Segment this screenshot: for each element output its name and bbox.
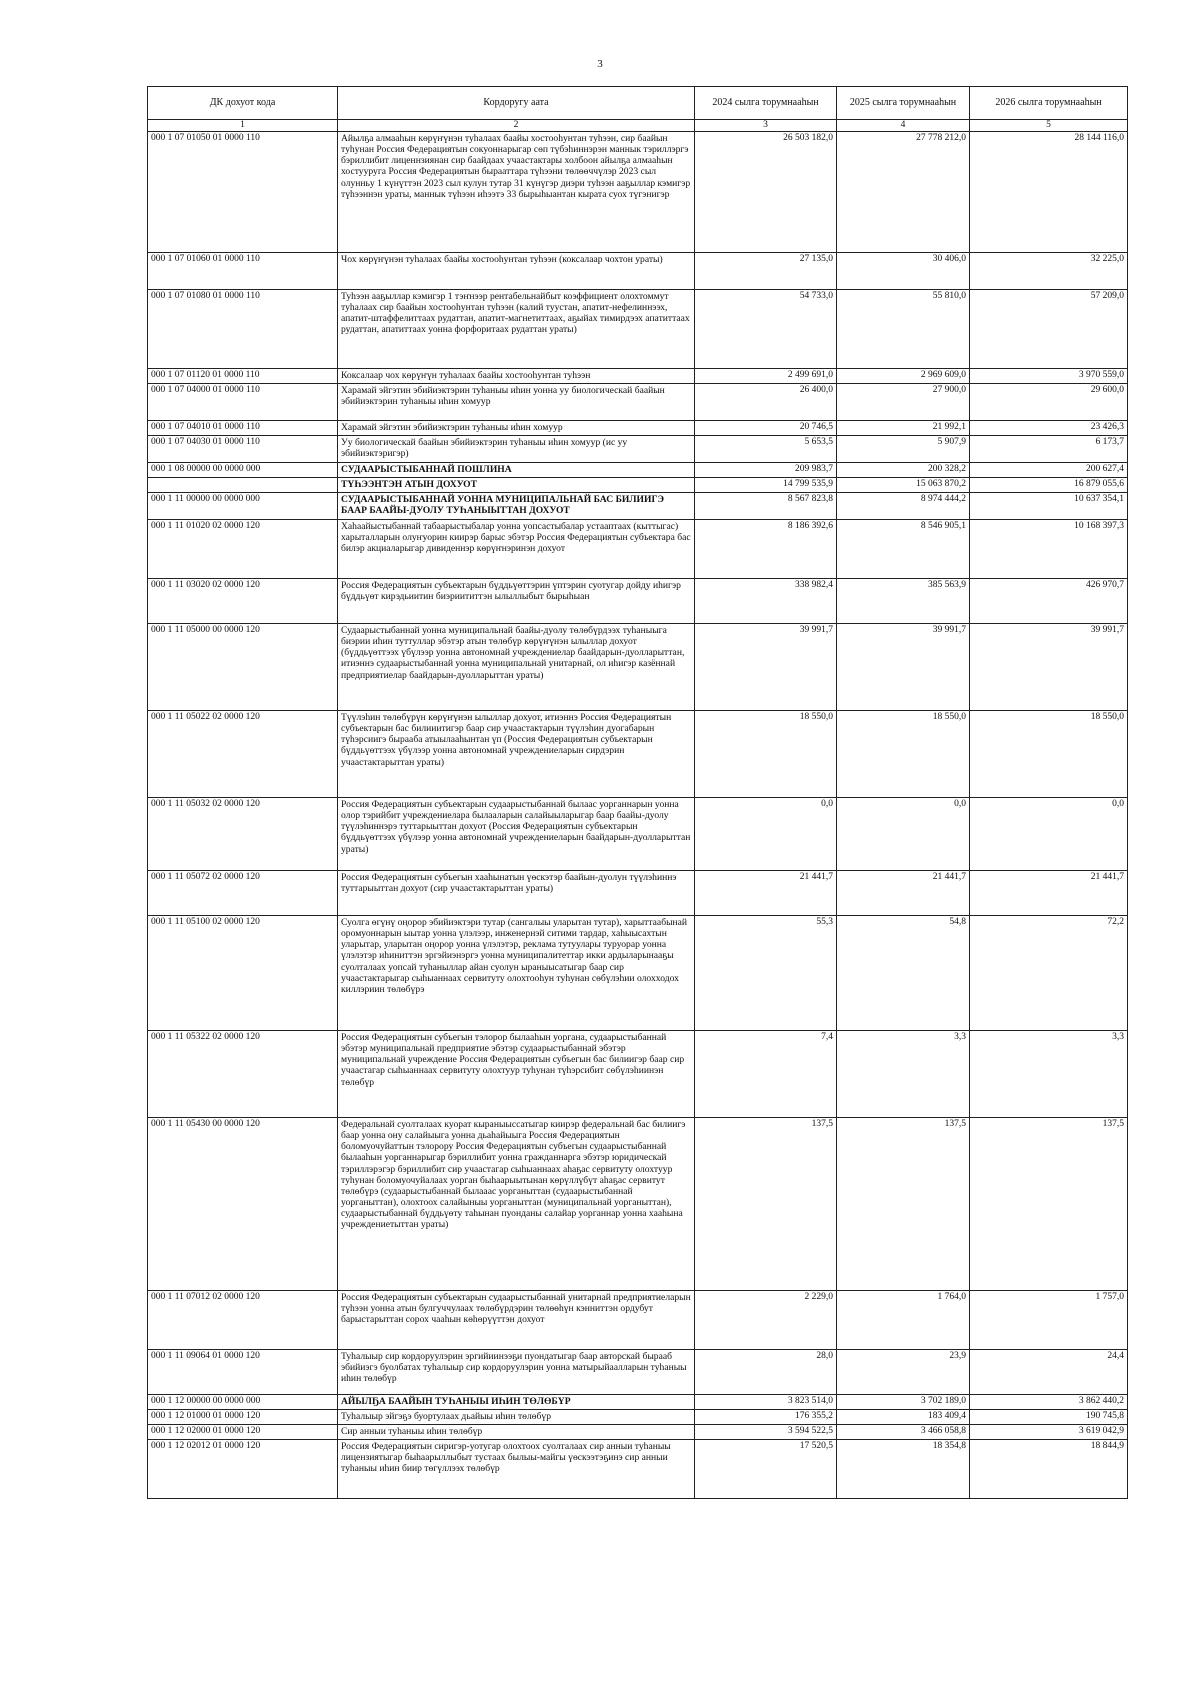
table-row	[148, 916, 1128, 1031]
row-name: Россия Федерациятын субъектарын судаарыстыбаннай унитарнай предприятиеларын түһээн уонна атын булгуччулаах төлөбүрдэрин төлөөһүн кэнниттэн ордубут барыстарыттан сорох чааһын көһөрүүттэн дохуот	[338, 1291, 695, 1350]
column-number: 5	[970, 120, 1128, 132]
row-name: АЙЫЛҔА БААЙЫН ТУҺАНЫЫ ИҺИН ТӨЛӨБҮР	[338, 1395, 695, 1410]
column-number-row	[148, 120, 1128, 132]
page-number: 3	[597, 58, 603, 70]
row-value-2026: 0,0	[970, 798, 1128, 871]
column-number: 2	[338, 120, 695, 132]
row-name: Харамай эйгэтин эбийиэктэрин туһаныы иһин хомуур	[338, 421, 695, 436]
row-name: Федеральнай суолталаах куорат кыраныыссатыгар киирэр федеральнай бас билиигэ баар уонна ону салайыыга уонна дьаһайыыга Россия Федерациятын боломуочуйаттын тэлорору Россия Федерациятын субъегын судаарыстыбаннай былааһын уорганнарыгар бэриллибит уонна гражданнарга эбэтэр юридическай тэриллэрэгэр бэриллибит сир учаастагар сыһыаннаах аһаҕас сервитуту олохтуур туһунан боломуочуйалаах уорган быһаарыытынан көрүллүбүт аһаҕас сервитут төлөбүрэ (судаарыстыбаннай былааас уорганыттан (судаарыстыбаннай уорганыттан), олохтоох салайыныы уорганыттан (муниципальнай уорганыттан), судаарыстыбаннай бүддьүөту таһынан пуонданы салайар уорганнар уонна хааһына учреждениетыттан ураты)	[338, 1118, 695, 1291]
row-value-2024: 8 567 823,8	[695, 493, 837, 520]
row-name: Хаһаайыстыбаннай табаарыстыбалар уонна уопсастыбалар устааптаах (кыттыгас) харыталларын олуҥуорин киирэр барыс эбэтэр Россия Федерациятын субъектара бас билэр акциаларыгар дивиденнэр көрүҥнэринэн дохуот	[338, 520, 695, 579]
row-value-2024: 7,4	[695, 1031, 837, 1118]
row-value-2025: 21 441,7	[837, 871, 970, 916]
row-value-2024: 209 983,7	[695, 463, 837, 478]
row-name: Россия Федерациятын субъектарын судаарыстыбаннай былаас уорганнарын уонна олор тэрийбит учреждениелара былааларын салайыыларыгар баар баайы-дуолу түүлэһиннэрэ туттарыыттан дохуот (Россия Федерациятын субъектарын бүддьүөттээх үбүлээр уонна автономнай учреждениеларын баайдарын-дуолларыттан ураты)	[338, 798, 695, 871]
row-value-2024: 18 550,0	[695, 711, 837, 798]
row-value-2025: 8 546 905,1	[837, 520, 970, 579]
row-name: Россия Федерациятын сиригэр-уотугар олохтоох суолталаах сир анныи туһаныы лицензиятыгар быһаарыллыбыт тустаах былыы-майгы үөскээтэҕинэ сир анныи туһаныы иһин биир төгүллээх төлөбүр	[338, 1440, 695, 1499]
row-value-2025: 200 328,2	[837, 463, 970, 478]
row-code: 000 1 12 02000 01 0000 120	[148, 1425, 338, 1440]
row-value-2026: 137,5	[970, 1118, 1128, 1291]
table-row	[148, 579, 1128, 624]
row-value-2024: 26 503 182,0	[695, 132, 837, 253]
table-row	[148, 290, 1128, 369]
row-value-2026: 3 970 559,0	[970, 369, 1128, 384]
header-code: ДК дохуот кода	[148, 87, 338, 120]
row-code: 000 1 11 09064 01 0000 120	[148, 1350, 338, 1395]
row-value-2024: 0,0	[695, 798, 837, 871]
row-value-2025: 8 974 444,2	[837, 493, 970, 520]
table-row	[148, 798, 1128, 871]
row-name: Уу биологическай баайын эбийиэктэрин туһаныы иһин хомуур (ис уу эбийиэктэригэр)	[338, 436, 695, 463]
row-value-2026: 3,3	[970, 1031, 1128, 1118]
row-value-2026: 29 600,0	[970, 384, 1128, 421]
row-value-2024: 176 355,2	[695, 1410, 837, 1425]
row-value-2025: 23,9	[837, 1350, 970, 1395]
row-code: 000 1 11 00000 00 0000 000	[148, 493, 338, 520]
row-value-2025: 3 466 058,8	[837, 1425, 970, 1440]
row-value-2025: 27 778 212,0	[837, 132, 970, 253]
table-row	[148, 1350, 1128, 1395]
row-code: 000 1 12 01000 01 0000 120	[148, 1410, 338, 1425]
table-row	[148, 1395, 1128, 1410]
row-value-2026: 32 225,0	[970, 253, 1128, 290]
row-value-2024: 54 733,0	[695, 290, 837, 369]
row-name: Харамай эйгэтин эбийиэктэрин туһаныы иһин уонна уу биологическай баайын эбийиэктэрин туһаныы иһин хомуур	[338, 384, 695, 421]
table-row	[148, 463, 1128, 478]
table-row	[148, 1425, 1128, 1440]
table-row	[148, 253, 1128, 290]
row-code: 000 1 11 01020 02 0000 120	[148, 520, 338, 579]
column-number: 1	[148, 120, 338, 132]
row-code: 000 1 11 05072 02 0000 120	[148, 871, 338, 916]
table-row	[148, 520, 1128, 579]
row-name: Россия Федерациятын субъектарын бүддьүөттэрин үптэрин суотугар дойду иһигэр бүддьүөт кирэдьиитин биэриититтэн ылыллыбыт бырыһыан	[338, 579, 695, 624]
row-value-2026: 426 970,7	[970, 579, 1128, 624]
row-value-2025: 385 563,9	[837, 579, 970, 624]
row-value-2024: 338 982,4	[695, 579, 837, 624]
row-value-2025: 1 764,0	[837, 1291, 970, 1350]
row-value-2025: 3,3	[837, 1031, 970, 1118]
row-value-2026: 24,4	[970, 1350, 1128, 1395]
row-value-2024: 27 135,0	[695, 253, 837, 290]
row-value-2026: 3 862 440,2	[970, 1395, 1128, 1410]
row-name: СУДААРЫСТЫБАННАЙ ПОШЛИНА	[338, 463, 695, 478]
table-row	[148, 1410, 1128, 1425]
row-name: Суолга өгүнү оңорор эбийиэктэри тутар (сангалыы уларытан тутар), харыттаабынай оромуоннарын ыытар уонна үлэлээр, инженернэй ситими тардар, хаһыысахтын уларытар, уларытан оңорор уонна үлэлэтэр, реклама тутуулары туруорар уонна үлэлэтэр иһиниттэн эргэйиэнэргэ уонна муниципалитеттар икки ардыларынааҕы суолталаах уопсай туһаныллар айан суолун ыраныысатыгар баар сир учаастактарыгар сыһыаннаах сервитуту олохтооһун туһунан сөбүлэһии олохходох киллэриин төлөбүрэ	[338, 916, 695, 1031]
row-value-2026: 10 168 397,3	[970, 520, 1128, 579]
row-code: 000 1 07 01050 01 0000 110	[148, 132, 338, 253]
row-value-2024: 28,0	[695, 1350, 837, 1395]
row-value-2026: 57 209,0	[970, 290, 1128, 369]
row-value-2025: 30 406,0	[837, 253, 970, 290]
header-2026: 2026 сылга торумнааһын	[970, 87, 1128, 120]
header-row	[148, 87, 1128, 120]
row-value-2024: 17 520,5	[695, 1440, 837, 1499]
row-value-2025: 3 702 189,0	[837, 1395, 970, 1410]
row-name: Туһалыыр эйгэҕэ буортулаах дьайыы иһин төлөбүр	[338, 1410, 695, 1425]
row-name: Туһалыыр сир кордоруулэрин эргийиинээҕи пуондатыгар баар авторскай бырааб эбийиэгэ буолбатах туһалыыр сир кордоруулэрин уонна матырыйаалларын туһаныы иһин төлөбүр	[338, 1350, 695, 1395]
row-name: Сир анныи туһаныы иһин төлөбүр	[338, 1425, 695, 1440]
row-code: 000 1 12 00000 00 0000 000	[148, 1395, 338, 1410]
row-value-2026: 72,2	[970, 916, 1128, 1031]
row-code: 000 1 07 01080 01 0000 110	[148, 290, 338, 369]
header-name: Кордоругу аата	[338, 87, 695, 120]
row-code: 000 1 11 05000 00 0000 120	[148, 624, 338, 711]
row-code: 000 1 11 05430 00 0000 120	[148, 1118, 338, 1291]
table-row	[148, 1118, 1128, 1291]
row-value-2025: 39 991,7	[837, 624, 970, 711]
row-value-2025: 18 354,8	[837, 1440, 970, 1499]
row-value-2025: 18 550,0	[837, 711, 970, 798]
table-body	[148, 132, 1128, 1499]
row-code: 000 1 07 04030 01 0000 110	[148, 436, 338, 463]
table-row	[148, 1031, 1128, 1118]
column-number: 4	[837, 120, 970, 132]
row-value-2026: 18 844,9	[970, 1440, 1128, 1499]
table-row	[148, 436, 1128, 463]
row-value-2026: 39 991,7	[970, 624, 1128, 711]
table-row	[148, 132, 1128, 253]
row-name: Россия Федерациятын субъегын тэлорор былааһын уоргана, судаарыстыбаннай эбэтэр муниципальнай предприятие эбэтэр судаарыстыбаннай эбэтэр муниципальнай учреждение Россия Федерациятын субъегын бас билиигэр баар сир учаастагар сыһыаннаах сервитуту олохтуур туһунан түһэрсибит сөбүлэһиинэн төлөбүр	[338, 1031, 695, 1118]
table-row	[148, 369, 1128, 384]
row-code: 000 1 12 02012 01 0000 120	[148, 1440, 338, 1499]
table-row	[148, 711, 1128, 798]
table-row	[148, 384, 1128, 421]
row-code	[148, 478, 338, 493]
row-value-2024: 21 441,7	[695, 871, 837, 916]
row-value-2026: 10 637 354,1	[970, 493, 1128, 520]
row-value-2024: 5 653,5	[695, 436, 837, 463]
row-code: 000 1 07 04000 01 0000 110	[148, 384, 338, 421]
row-value-2025: 55 810,0	[837, 290, 970, 369]
table-row	[148, 493, 1128, 520]
row-value-2025: 54,8	[837, 916, 970, 1031]
row-value-2025: 21 992,1	[837, 421, 970, 436]
column-number: 3	[695, 120, 837, 132]
row-value-2025: 27 900,0	[837, 384, 970, 421]
row-name: СУДААРЫСТЫБАННАЙ УОННА МУНИЦИПАЛЬНАЙ БАС БИЛИИГЭ БААР БААЙЫ-ДУОЛУ ТУҺАНЫЫТТАН ДОХУОТ	[338, 493, 695, 520]
table-row	[148, 1440, 1128, 1499]
row-code: 000 1 11 05032 02 0000 120	[148, 798, 338, 871]
row-value-2024: 8 186 392,6	[695, 520, 837, 579]
row-value-2024: 2 229,0	[695, 1291, 837, 1350]
row-value-2026: 6 173,7	[970, 436, 1128, 463]
row-value-2026: 190 745,8	[970, 1410, 1128, 1425]
header-2025: 2025 сылга торумнааһын	[837, 87, 970, 120]
row-value-2025: 5 907,9	[837, 436, 970, 463]
table-row	[148, 1291, 1128, 1350]
row-name: Туһээн ааҕыллар кэмигэр 1 тэҥнээр рентабельнайбыт коэффициент олохтоммут туһалаах сир баайын хостооһунтан туһээн (калий туустан, апатит-нефелиннээх, апатит-штаффелиттаах рудаттан, апатит-магнетиттаах, аҕыйах тимирдээх апатиттаах рудаттан, апатиттаах уонна форфоритаах рудаттан ураты)	[338, 290, 695, 369]
row-value-2024: 14 799 535,9	[695, 478, 837, 493]
row-value-2026: 1 757,0	[970, 1291, 1128, 1350]
row-name: ТҮҺЭЭНТЭН АТЫН ДОХУОТ	[338, 478, 695, 493]
row-value-2024: 20 746,5	[695, 421, 837, 436]
row-name: Россия Федерациятын субъегын хааһынатын үөскэтэр баайын-дуолун түүлэһиннэ туттарыыттан дохуот (сир учаастактарыттан ураты)	[338, 871, 695, 916]
row-code: 000 1 11 05022 02 0000 120	[148, 711, 338, 798]
row-value-2024: 26 400,0	[695, 384, 837, 421]
row-value-2024: 55,3	[695, 916, 837, 1031]
budget-table	[147, 86, 1128, 1499]
table-row	[148, 421, 1128, 436]
row-value-2024: 3 594 522,5	[695, 1425, 837, 1440]
row-value-2024: 137,5	[695, 1118, 837, 1291]
row-value-2025: 0,0	[837, 798, 970, 871]
row-code: 000 1 11 07012 02 0000 120	[148, 1291, 338, 1350]
row-value-2025: 2 969 609,0	[837, 369, 970, 384]
row-value-2025: 137,5	[837, 1118, 970, 1291]
row-value-2026: 18 550,0	[970, 711, 1128, 798]
row-name: Коксалаар чох көрүҥүн туһалаах баайы хостооһунтан туһээн	[338, 369, 695, 384]
row-value-2025: 15 063 870,2	[837, 478, 970, 493]
row-name: Чох көрүҥүнэн туһалаах баайы хостооһунтан туһээн (коксалаар чохтон ураты)	[338, 253, 695, 290]
row-name: Түүлэһин төлөбүрүн көрүҥүнэн ылыллар дохуот, итиэннэ Россия Федерациятын субъектарын бас билииитигэр баар сир учаастактарын түүлэһин дуогабарын түһэрсиигэ бырааба атыылааһынтан үп (Россия Федерациятын субъектарын бүддьүөттээх үбүлээр уонна автономнай учреждениеларын сирдэрин учаастактарыттан ураты)	[338, 711, 695, 798]
row-value-2026: 21 441,7	[970, 871, 1128, 916]
row-code: 000 1 11 03020 02 0000 120	[148, 579, 338, 624]
row-name: Судаарыстыбаннай уонна муниципальнай баайы-дуолу төлөбүрдээх туһаныыга биэрии иһин туттуллар эбэтэр атын төлөбүр көрүҥүнэн ылыллар дохуот (бүддьүөттээх үбүлээр уонна автономнай учреждениелар баайдарын-дуолларыттан, итиэннэ судаарыстыбаннай уонна муниципальнай унитарнай, ол иһигэр казённай предприятиелар баайдарын-дуолларыттан ураты)	[338, 624, 695, 711]
table-row	[148, 478, 1128, 493]
row-code: 000 1 08 00000 00 0000 000	[148, 463, 338, 478]
row-code: 000 1 11 05322 02 0000 120	[148, 1031, 338, 1118]
row-name: Айылҕа алмааһын көрүҥүнэн туһалаах баайы хостооһунтан туһээн, сир баайын туһунан Россия Федерациятын сокуоннарыгар сөп түбэһиннэрэн маннык тэриллэргэ бэриллибит лиценнзиянан сир баайдаах учаастактары холбоон айылҕа алмааһын хостууруга Россия Федерациятын бырааттара түһээни төлөөччүлэр 2023 сыл олунньу 1 күнүттэн 2023 сыл кулун тутар 31 күнүгэр диэри туһээн ааҕыллар кэмигэр түһээннэн ураты, маннык түһээн иһээтэ 33 бырыһыантан кырата суох түгэнигэр	[338, 132, 695, 253]
row-value-2026: 200 627,4	[970, 463, 1128, 478]
row-value-2024: 2 499 691,0	[695, 369, 837, 384]
table-row	[148, 624, 1128, 711]
row-code: 000 1 07 01060 01 0000 110	[148, 253, 338, 290]
row-code: 000 1 07 04010 01 0000 110	[148, 421, 338, 436]
row-code: 000 1 07 01120 01 0000 110	[148, 369, 338, 384]
row-value-2025: 183 409,4	[837, 1410, 970, 1425]
header-2024: 2024 сылга торумнааһын	[695, 87, 837, 120]
row-value-2024: 3 823 514,0	[695, 1395, 837, 1410]
row-value-2024: 39 991,7	[695, 624, 837, 711]
row-value-2026: 16 879 055,6	[970, 478, 1128, 493]
row-value-2026: 23 426,3	[970, 421, 1128, 436]
row-value-2026: 28 144 116,0	[970, 132, 1128, 253]
row-value-2026: 3 619 042,9	[970, 1425, 1128, 1440]
table-row	[148, 871, 1128, 916]
row-code: 000 1 11 05100 02 0000 120	[148, 916, 338, 1031]
